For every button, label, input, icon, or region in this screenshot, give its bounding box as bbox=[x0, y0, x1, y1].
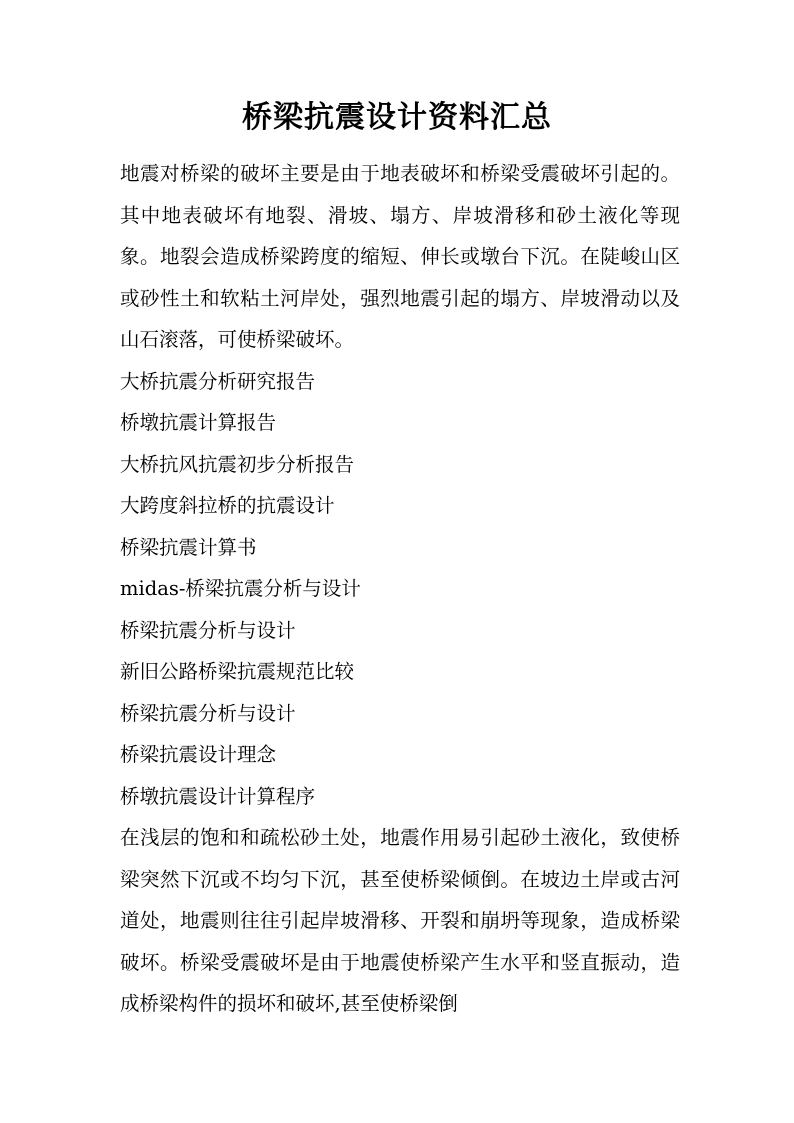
list-item: 桥梁抗震设计理念 bbox=[120, 743, 277, 766]
document-title: 桥梁抗震设计资料汇总 bbox=[242, 100, 552, 135]
list-item: midas-桥梁抗震分析与设计 bbox=[120, 577, 361, 600]
body-paragraph: 在浅层的饱和和疏松砂土处，地震作用易引起砂土液化，致使桥梁突然下沉或不均匀下沉，甚至使桥梁倾倒。在坡边土岸或古河道处，地震则往往引起岸坡滑移、开裂和崩坍等现象，造成桥梁破坏。桥梁受震破坏是由于地震使桥梁产生水平和竖直振动，造成桥梁构件的损坏和破坏,甚至使桥梁倒 bbox=[120, 826, 680, 1015]
list-item: 桥梁抗震分析与设计 bbox=[120, 618, 296, 642]
list-item: 大桥抗震分析研究报告 bbox=[120, 369, 316, 393]
intro-paragraph: 地震对桥梁的破坏主要是由于地表破坏和桥梁受震破坏引起的。其中地表破坏有地裂、滑坡、塌方、岸坡滑移和砂土液化等现象。地裂会造成桥梁跨度的缩短、伸长或墩台下沉。在陡峻山区或砂性土和软粘土河岸处，强烈地震引起的塌方、岸坡滑动以及山石滚落，可使桥梁破坏。 bbox=[120, 162, 680, 351]
list-item: 新旧公路桥梁抗震规范比较 bbox=[120, 660, 355, 683]
list-item: 桥墩抗震设计计算程序 bbox=[120, 784, 316, 808]
list-item: 桥墩抗震计算报告 bbox=[120, 411, 277, 434]
list-item: 大跨度斜拉桥的抗震设计 bbox=[120, 494, 335, 517]
reference-list bbox=[120, 361, 680, 818]
list-item: 桥梁抗震分析与设计 bbox=[120, 701, 296, 725]
list-item: 大桥抗风抗震初步分析报告 bbox=[120, 452, 355, 476]
list-item: 桥梁抗震计算书 bbox=[120, 535, 257, 559]
document-body bbox=[120, 153, 680, 1025]
